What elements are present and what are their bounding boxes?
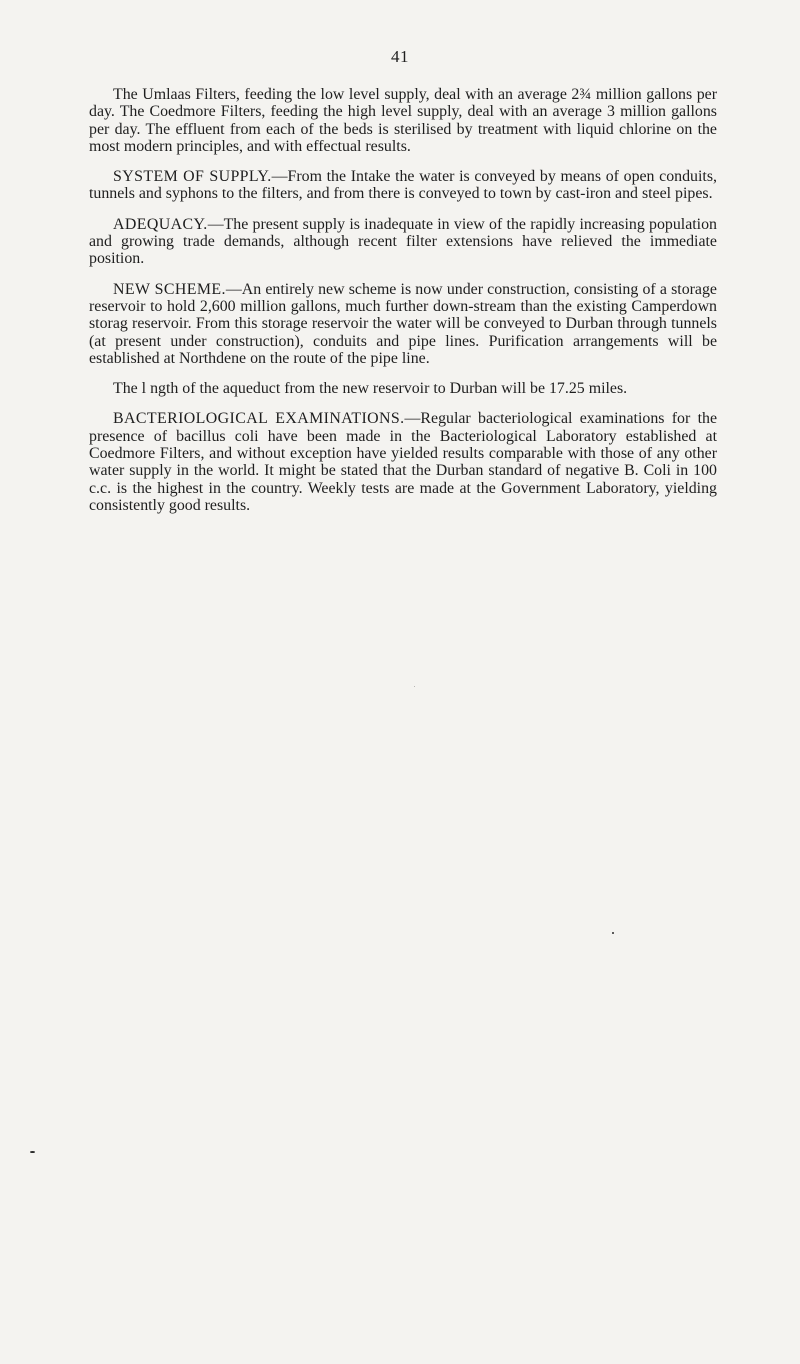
paragraph-text: The l ngth of the aqueduct from the new reservoir to Durban will be 17.25 miles. [113, 380, 628, 398]
paragraph-system-of-supply [89, 168, 717, 203]
paragraph-text: —Regular bacteriological examinations for the presence of bacillus coli have been made in the Bacteriological Laboratory established at Coedmore Filters, and without exception have yielded results comparable with those of any other water supply in the world. It might be stated that the Durban standard of negative B. Coli in 100 c.c. is the highest in the country. Weekly tests are made at the Government Laboratory, yielding consistently good results. [89, 410, 717, 514]
paragraph-aqueduct-length [89, 380, 717, 397]
body-text [89, 86, 717, 527]
scan-speck [30, 1151, 35, 1153]
paragraph-adequacy [89, 216, 717, 268]
paragraph-heading: SYSTEM OF SUPPLY. [113, 168, 272, 186]
scan-speck [612, 932, 614, 934]
paragraph-text: The Umlaas Filters, feeding the low level supply, deal with an average 2¾ million gallons per day. The Coedmore Filters, feeding the high level supply, deal with an average 3 million gallons per day. The effluent from each of the beds is sterilised by treatment with liquid chlorine on the most modern principles, and with effectual results. [89, 86, 717, 155]
paragraph-heading: BACTERIOLOGICAL EXAMINATIONS. [113, 410, 405, 428]
paragraph-umlaas-filters [89, 86, 717, 155]
page-number: 41 [391, 47, 409, 66]
paragraph-text: —The present supply is inadequate in view of the rapidly increasing population and growing trade demands, although recent filter extensions have relieved the immediate position. [89, 215, 717, 268]
paragraph-heading: ADEQUACY. [113, 215, 208, 233]
paragraph-text: —From the Intake the water is conveyed by means of open conduits, tunnels and syphons to the filters, and from there is conveyed to town by cast-iron and steel pipes. [89, 168, 717, 203]
paragraph-bacteriological-examinations [89, 410, 717, 514]
paragraph-text: —An entirely new scheme is now under construction, consisting of a storage reservoir to hold 2,600 million gallons, much further down-stream than the existing Camperdown storag reservoir. From this storage reservoir the water will be conveyed to Durban through tunnels (at present under construction), conduits and pipe lines. Purification arrangements will be established at Northdene on the route of the pipe line. [89, 280, 717, 367]
paragraph-new-scheme [89, 281, 717, 367]
paragraph-heading: NEW SCHEME. [113, 280, 226, 298]
scan-speck [414, 686, 415, 687]
